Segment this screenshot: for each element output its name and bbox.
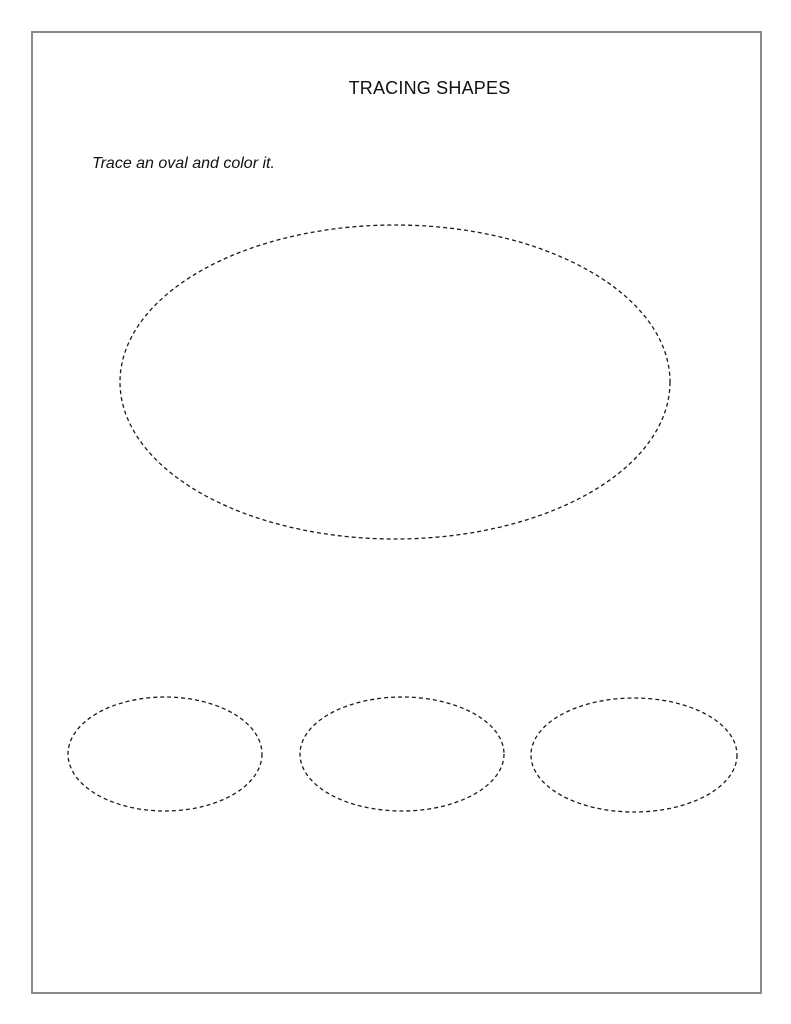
small-oval-left bbox=[68, 697, 262, 811]
page-title: TRACING SHAPES bbox=[348, 78, 511, 98]
small-oval-middle bbox=[300, 697, 504, 811]
large-oval bbox=[120, 225, 670, 539]
small-oval-right bbox=[531, 698, 737, 812]
instruction-text: Trace an oval and color it. bbox=[92, 155, 275, 172]
